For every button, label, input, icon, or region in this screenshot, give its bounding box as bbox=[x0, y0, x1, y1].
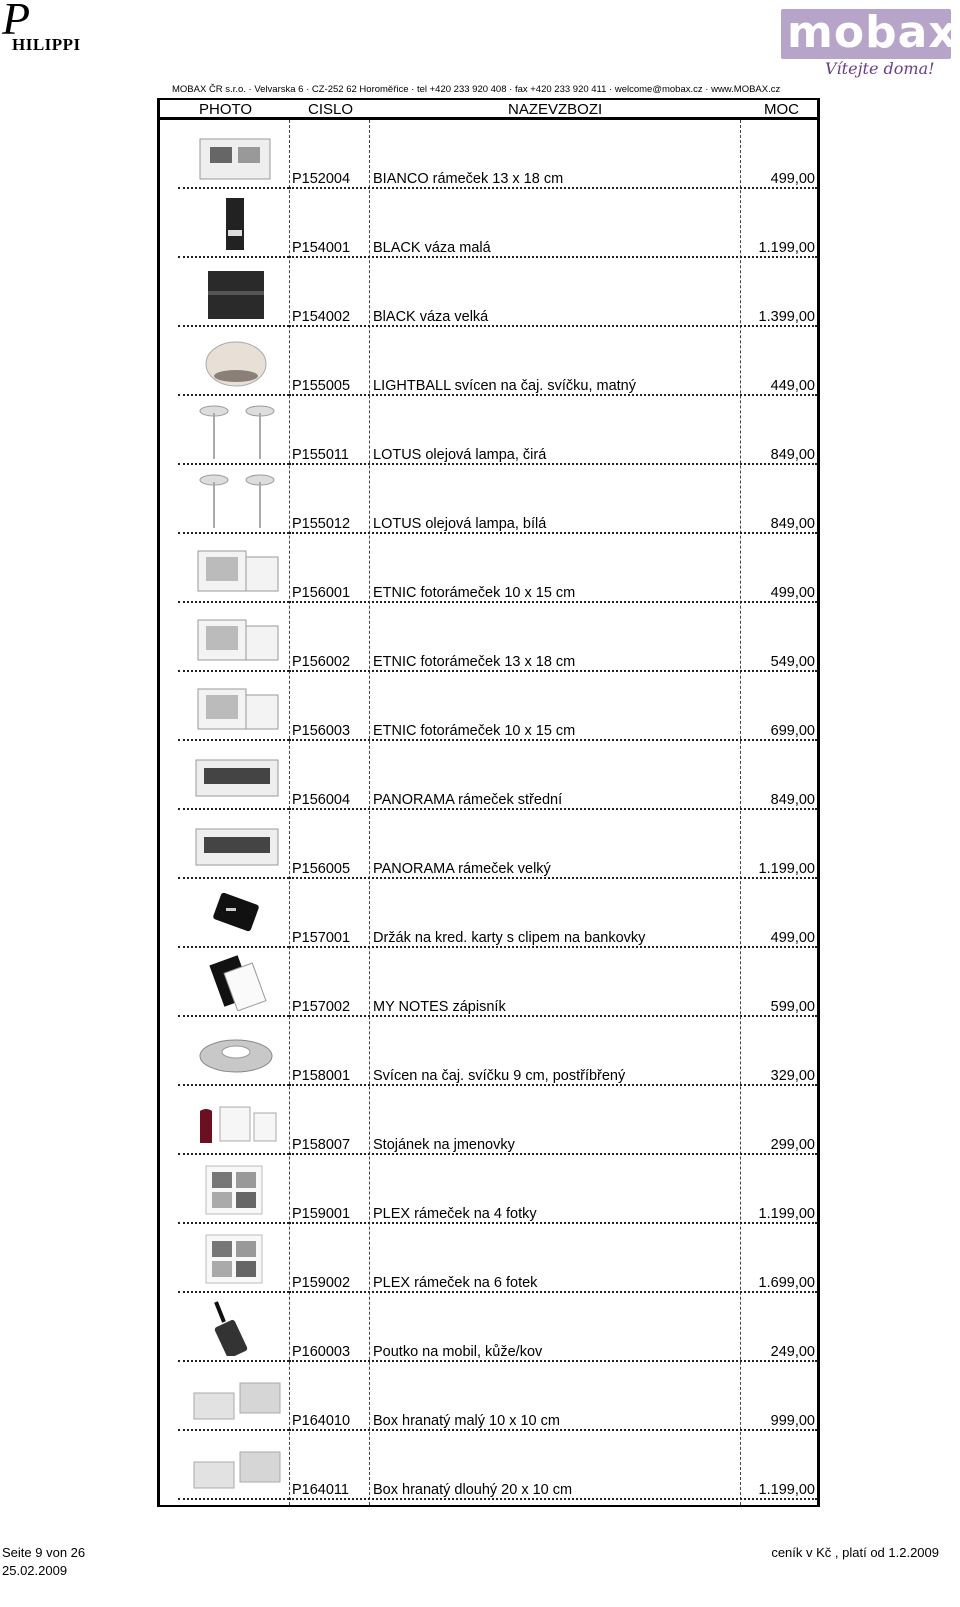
header-moc: MOC bbox=[764, 101, 799, 118]
product-code: P155011 bbox=[292, 447, 349, 463]
philippi-logo-text: HILIPPI bbox=[12, 35, 81, 54]
card-holder-icon bbox=[190, 884, 282, 942]
product-name: LIGHTBALL svícen na čaj. svíčku, matný bbox=[373, 378, 636, 394]
footer-page: Seite 9 von 26 bbox=[2, 1545, 86, 1560]
product-code: P159002 bbox=[292, 1275, 351, 1291]
product-price: 1.399,00 bbox=[758, 309, 815, 325]
table-row bbox=[160, 465, 817, 534]
product-price: 449,00 bbox=[770, 378, 815, 394]
product-name: Poutko na mobil, kůže/kov bbox=[373, 1344, 543, 1360]
box-icon bbox=[190, 1436, 282, 1494]
product-name: Svícen na čaj. svíčku 9 cm, postříbřený bbox=[373, 1068, 626, 1084]
product-price: 1.199,00 bbox=[758, 1482, 815, 1498]
table-row bbox=[160, 396, 817, 465]
product-code: P164011 bbox=[292, 1482, 349, 1498]
product-price: 329,00 bbox=[770, 1068, 815, 1084]
vase-icon bbox=[190, 194, 282, 252]
product-code: P152004 bbox=[292, 171, 351, 187]
mobax-logo-text: mobax bbox=[787, 7, 958, 58]
product-code: P158001 bbox=[292, 1068, 351, 1084]
footer-note: ceník v Kč , platí od 1.2.2009 bbox=[771, 1545, 939, 1560]
box-icon bbox=[190, 1367, 282, 1425]
product-price: 549,00 bbox=[770, 654, 815, 670]
product-code: P157002 bbox=[292, 999, 351, 1015]
product-name: PLEX rámeček na 4 fotky bbox=[373, 1206, 537, 1222]
table-row bbox=[160, 948, 817, 1017]
price-table bbox=[157, 98, 820, 1507]
product-price: 699,00 bbox=[770, 723, 815, 739]
notepad-icon bbox=[190, 953, 282, 1011]
product-code: P154002 bbox=[292, 309, 351, 325]
product-name: BlACK váza velká bbox=[373, 309, 489, 325]
product-code: P156004 bbox=[292, 792, 351, 808]
product-name: Držák na kred. karty s clipem na bankovky bbox=[373, 930, 646, 946]
product-price: 1.199,00 bbox=[758, 240, 815, 256]
photo-frame-icon bbox=[190, 608, 282, 666]
product-code: P155005 bbox=[292, 378, 351, 394]
product-price: 249,00 bbox=[770, 1344, 815, 1360]
product-name: BLACK váza malá bbox=[373, 240, 491, 256]
photo-frame-icon bbox=[190, 539, 282, 597]
product-code: P156003 bbox=[292, 723, 351, 739]
mobax-tagline: Vítejte doma! bbox=[825, 59, 935, 78]
row-divider bbox=[289, 1498, 817, 1500]
panorama-frame-icon bbox=[190, 746, 282, 804]
product-code: P155012 bbox=[292, 516, 351, 532]
product-price: 849,00 bbox=[770, 516, 815, 532]
table-row bbox=[160, 879, 817, 948]
product-name: ETNIC fotorámeček 10 x 15 cm bbox=[373, 585, 576, 601]
vase-large-icon bbox=[190, 263, 282, 321]
product-name: Stojánek na jmenovky bbox=[373, 1137, 515, 1153]
header-nazev: NAZEVZBOZI bbox=[508, 101, 603, 118]
product-name: BIANCO rámeček 13 x 18 cm bbox=[373, 171, 564, 187]
oil-lamp-icon bbox=[190, 401, 282, 459]
product-name: ETNIC fotorámeček 13 x 18 cm bbox=[373, 654, 576, 670]
product-price: 999,00 bbox=[770, 1413, 815, 1429]
table-row bbox=[160, 1362, 817, 1431]
plex-frame-icon bbox=[190, 1160, 282, 1218]
product-price: 499,00 bbox=[770, 171, 815, 187]
product-name: Box hranatý dlouhý 20 x 10 cm bbox=[373, 1482, 573, 1498]
table-row bbox=[160, 1293, 817, 1362]
frame-icon bbox=[190, 125, 282, 183]
product-code: P164010 bbox=[292, 1413, 351, 1429]
product-price: 1.199,00 bbox=[758, 1206, 815, 1222]
table-row bbox=[160, 534, 817, 603]
table-row bbox=[160, 1224, 817, 1293]
mobax-logo bbox=[781, 7, 958, 83]
product-price: 499,00 bbox=[770, 585, 815, 601]
plex-frame-icon bbox=[190, 1229, 282, 1287]
product-name: LOTUS olejová lampa, čirá bbox=[373, 447, 547, 463]
product-name: LOTUS olejová lampa, bílá bbox=[373, 516, 547, 532]
row-divider bbox=[178, 1498, 289, 1500]
product-name: Box hranatý malý 10 x 10 cm bbox=[373, 1413, 560, 1429]
product-code: P159001 bbox=[292, 1206, 351, 1222]
panorama-frame-icon bbox=[190, 815, 282, 873]
header-cislo: CISLO bbox=[308, 101, 354, 118]
photo-frame-icon bbox=[190, 677, 282, 735]
product-price: 299,00 bbox=[770, 1137, 815, 1153]
header-photo: PHOTO bbox=[199, 101, 253, 118]
contact-line: MOBAX ČR s.r.o. · Velvarska 6 · CZ-252 62 Horoměřice · tel +420 233 920 408 · fax +420 233 920 411 · welcome@mobax.cz · www.MOBAX.cz bbox=[172, 84, 781, 95]
product-price: 499,00 bbox=[770, 930, 815, 946]
product-price: 849,00 bbox=[770, 792, 815, 808]
table-row bbox=[160, 327, 817, 396]
table-row bbox=[160, 1431, 817, 1500]
table-row bbox=[160, 741, 817, 810]
table-row bbox=[160, 1017, 817, 1086]
philippi-logo-mark: P bbox=[2, 0, 31, 44]
product-price: 1.199,00 bbox=[758, 861, 815, 877]
product-code: P158007 bbox=[292, 1137, 351, 1153]
product-name: PANORAMA rámeček velký bbox=[373, 861, 551, 877]
lightball-icon bbox=[190, 332, 282, 390]
tealight-icon bbox=[190, 1022, 282, 1080]
product-name: PLEX rámeček na 6 fotek bbox=[373, 1275, 538, 1291]
table-row bbox=[160, 603, 817, 672]
product-code: P156001 bbox=[292, 585, 351, 601]
table-header bbox=[160, 98, 817, 120]
product-code: P156002 bbox=[292, 654, 351, 670]
product-price: 849,00 bbox=[770, 447, 815, 463]
phone-strap-icon bbox=[190, 1298, 282, 1356]
table-row bbox=[160, 810, 817, 879]
philippi-logo bbox=[2, 2, 102, 58]
name-card-stand-icon bbox=[190, 1091, 282, 1149]
product-code: P160003 bbox=[292, 1344, 351, 1360]
table-row bbox=[160, 1086, 817, 1155]
product-name: ETNIC fotorámeček 10 x 15 cm bbox=[373, 723, 576, 739]
product-price: 599,00 bbox=[770, 999, 815, 1015]
table-row bbox=[160, 672, 817, 741]
table-row bbox=[160, 1155, 817, 1224]
table-row bbox=[160, 120, 817, 189]
product-code: P156005 bbox=[292, 861, 351, 877]
footer-date: 25.02.2009 bbox=[2, 1563, 68, 1578]
product-name: MY NOTES zápisník bbox=[373, 999, 506, 1015]
table-row bbox=[160, 189, 817, 258]
product-name: PANORAMA rámeček střední bbox=[373, 792, 563, 808]
product-code: P157001 bbox=[292, 930, 351, 946]
oil-lamp-icon bbox=[190, 470, 282, 528]
table-row bbox=[160, 258, 817, 327]
product-price: 1.699,00 bbox=[758, 1275, 815, 1291]
product-code: P154001 bbox=[292, 240, 351, 256]
